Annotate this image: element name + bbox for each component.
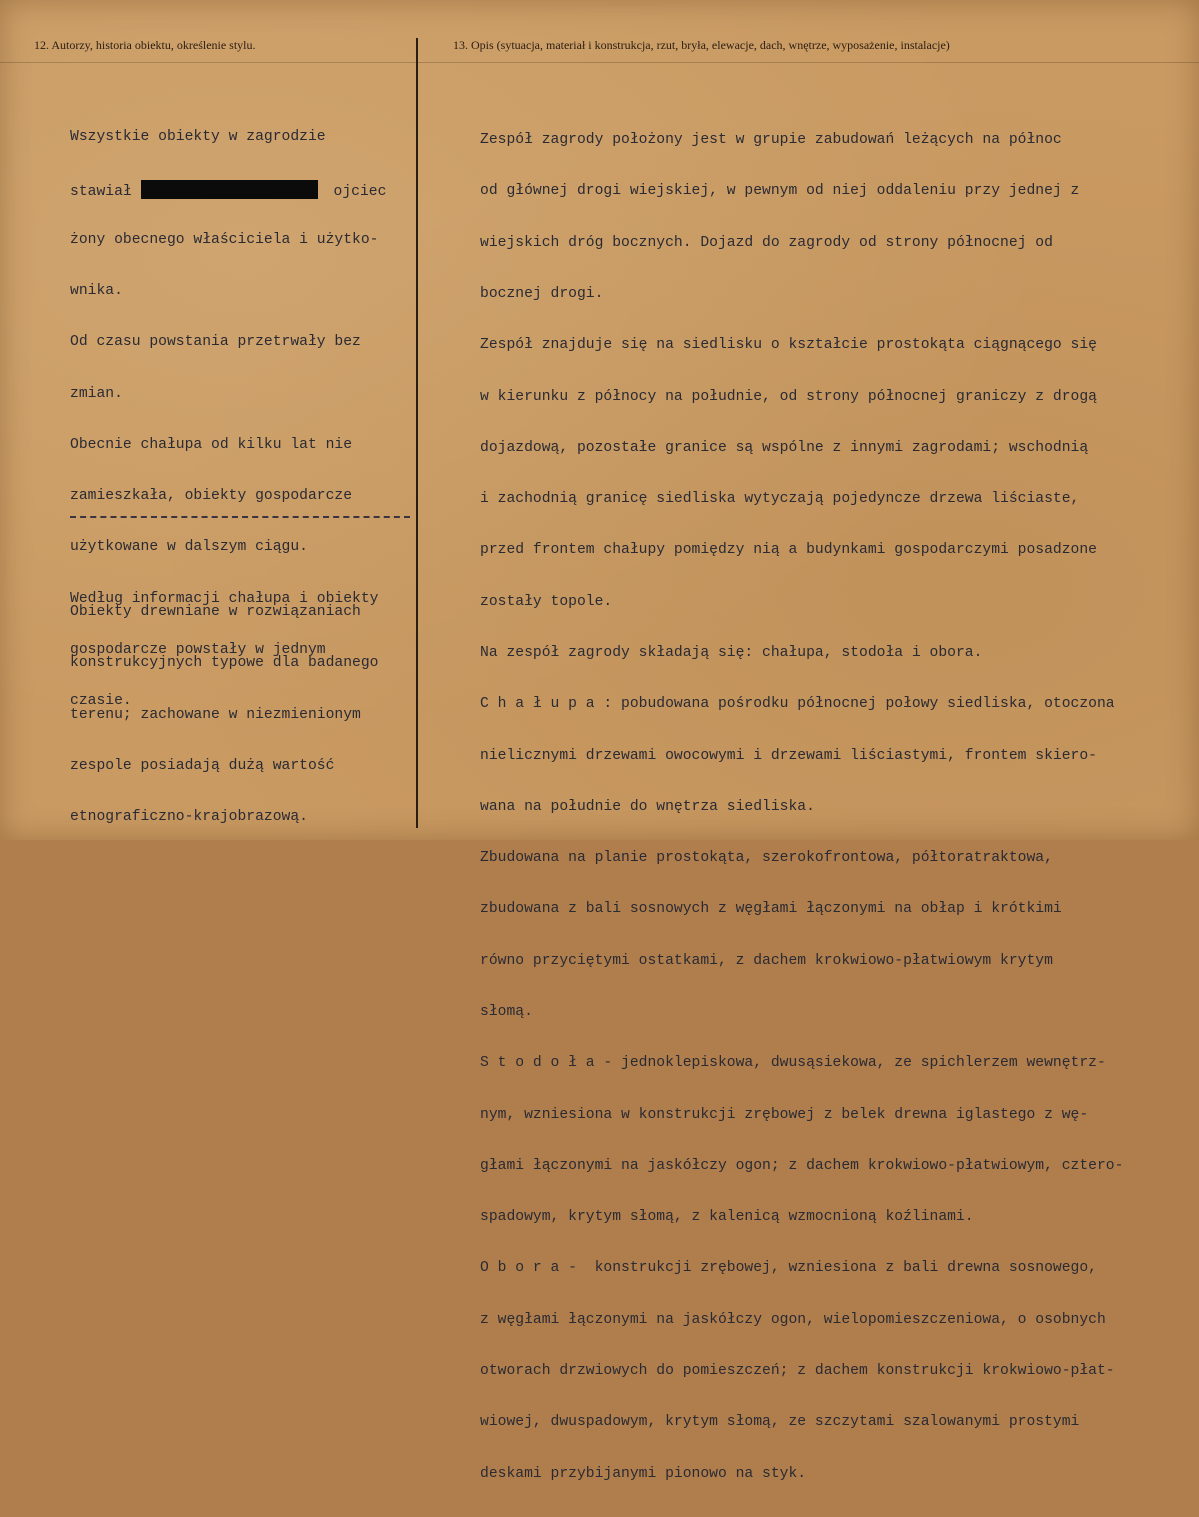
description-text [480,98,1123,1517]
description-line: przed frontem chałupy pomiędzy nią a budynkami gospodarczymi posadzone [480,542,1097,559]
assessment-line: zespole posiadają dużą wartość [70,758,335,775]
assessment-line: terenu; zachowane w niezmienionym [70,706,361,723]
column-divider [416,38,418,828]
description-line: O b o r a - konstrukcji zrębowej, wzniesiona z bali drewna sosnowego, [480,1260,1097,1277]
description-line: Zbudowana na planie prostokąta, szerokofrontowa, półtoratraktowa, [480,850,1053,867]
description-line: Zespół znajduje się na siedlisku o kształcie prostokąta ciągnącego się [480,337,1097,354]
description-line: słomą. [480,1003,533,1020]
history-line-end: ojciec [333,184,387,201]
history-line: użytkowane w dalszym ciągu. [70,539,308,556]
description-line: z węgłami łączonymi na jaskółczy ogon, wielopomieszczeniowa, o osobnych [480,1311,1106,1328]
history-line: Wszystkie obiekty w zagrodzie [70,129,326,146]
description-line: wana na południe do wnętrza siedliska. [480,798,815,815]
redaction-bar [141,180,318,199]
dashed-separator [70,516,410,520]
description-line: głami łączonymi na jaskółczy ogon; z dachem krokwiowo-płatwiowym, cztero- [480,1157,1124,1174]
history-line: czasie. [70,693,132,710]
description-line: C h a ł u p a : pobudowana pośrodku północnej połowy siedliska, otoczona [480,696,1115,713]
history-line: wnika. [70,283,123,300]
assessment-line: Obiekty drewniane w rozwiązaniach [70,604,361,621]
description-line: wiejskich dróg bocznych. Dojazd do zagrody od strony północnej od [480,234,1053,251]
description-line: S t o d o ł a - jednoklepiskowa, dwusąsiekowa, ze spichlerzem wewnętrz- [480,1055,1106,1072]
description-line: bocznej drogi. [480,286,604,303]
description-line: wiowej, dwuspadowym, krytym słomą, ze szczytami szalowanymi prostymi [480,1414,1080,1431]
history-line: zamieszkała, obiekty gospodarcze [70,488,353,505]
history-line-redacted [70,180,387,201]
history-line: Obecnie chałupa od kilku lat nie [70,436,353,453]
description-line: nielicznymi drzewami owocowymi i drzewami liściastymi, frontem skiero- [480,747,1097,764]
description-line: spadowym, krytym słomą, z kalenicą wzmocnioną koźlinami. [480,1209,974,1226]
section-12-heading: 12. Autorzy, historia obiektu, określenie stylu. [34,38,256,52]
description-line: Zespół zagrody położony jest w grupie zabudowań leżących na północ [480,132,1062,149]
description-line: zostały topole. [480,593,613,610]
description-line: otworach drzwiowych do pomieszczeń; z dachem konstrukcji krokwiowo-płat- [480,1362,1115,1379]
history-line: zmian. [70,385,123,402]
description-line: równo przyciętymi ostatkami, z dachem krokwiowo-płatwiowym krytym [480,952,1053,969]
assessment-line: etnograficzno-krajobrazową. [70,809,308,826]
assessment-text [70,570,379,861]
description-line: nym, wzniesiona w konstrukcji zrębowej z belek drewna iglastego z wę- [480,1106,1089,1123]
history-line: gospodarcze powstały w jednym [70,642,326,658]
description-line: Na zespół zagrody składają się: chałupa, stodoła i obora. [480,645,983,661]
history-line-start: stawiał [70,184,132,201]
description-line: deskami przybijanymi pionowo na styk. [480,1465,807,1482]
history-line: żony obecnego właściciela i użytko- [70,231,379,248]
description-line: i zachodnią granicę siedliska wytyczają pojedyncze drzewa liściaste, [480,491,1080,508]
header-rule [0,62,1199,63]
history-line: Od czasu powstania przetrwały bez [70,334,361,351]
description-line: dojazdową, pozostałe granice są wspólne z innymi zagrodami; wschodnią [480,439,1089,456]
description-line: od głównej drogi wiejskiej, w pewnym od niej oddaleniu przy jednej z [480,183,1080,200]
assessment-line: konstrukcyjnych typowe dla badanego [70,655,379,672]
description-line: zbudowana z bali sosnowych z węgłami łączonymi na obłap i krótkimi [480,901,1062,918]
description-line: w kierunku z północy na południe, od strony północnej graniczy z drogą [480,388,1097,405]
history-line: Według informacji chałupa i obiekty [70,590,379,607]
section-13-heading: 13. Opis (sytuacja, materiał i konstrukcja, rzut, bryła, elewacje, dach, wnętrze, wyposażenie, instalacje) [453,38,950,52]
